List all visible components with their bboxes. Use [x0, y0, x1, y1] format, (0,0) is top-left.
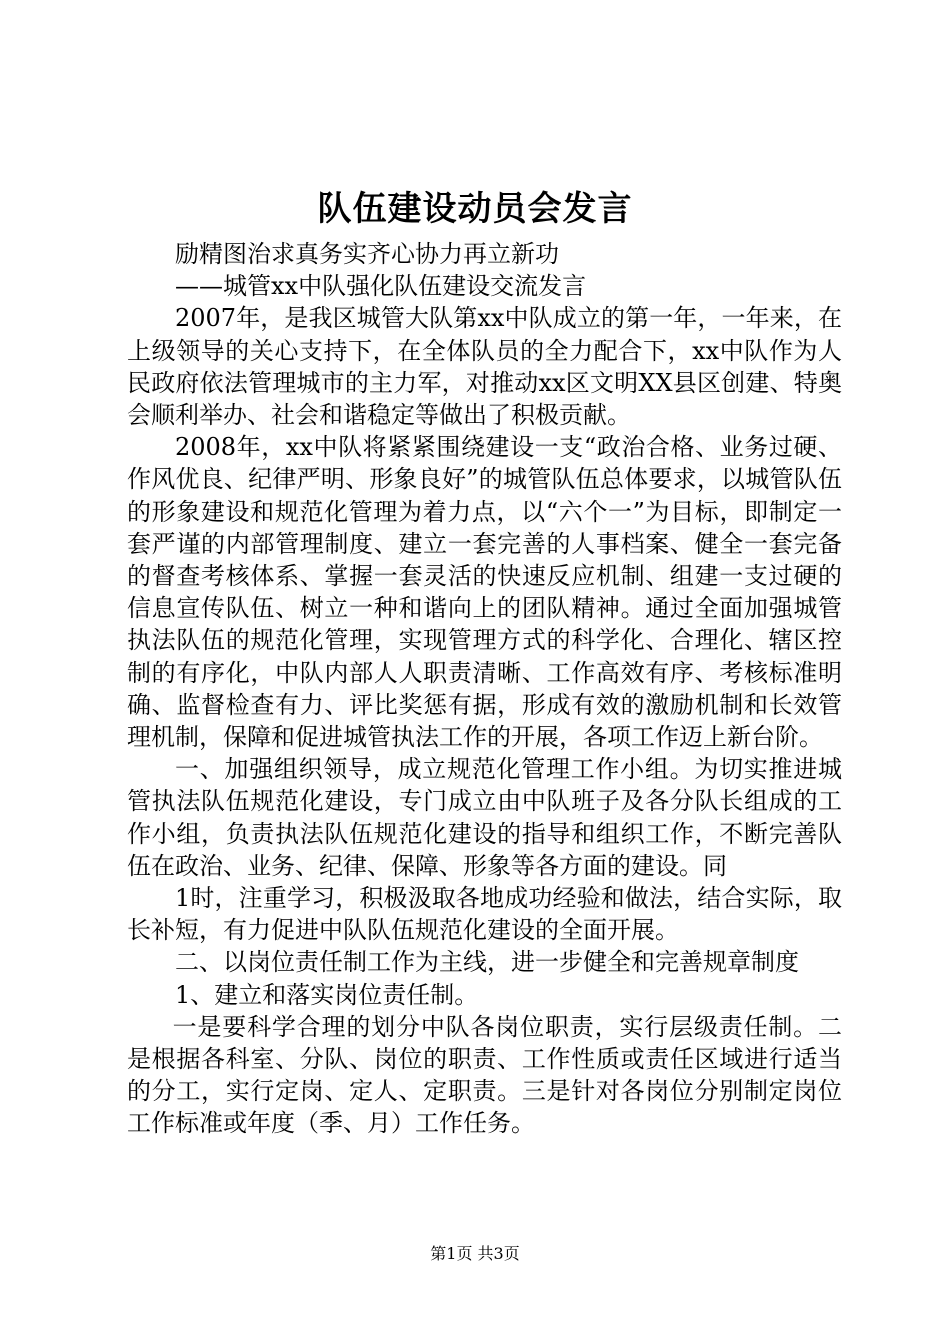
document-body [127, 238, 842, 1140]
document-title: 队伍建设动员会发言 [317, 189, 633, 229]
paragraph-2007: 2007年，是我区城管大队第xx中队成立的第一年，一年来，在上级领导的关心支持下，在全体队员的全力配合下，xx中队作为人民政府依法管理城市的主力军，对推动xx区文明XX县区创建、特奥会顺利举办、社会和谐稳定等做出了积极贡献。 [127, 304, 842, 430]
paragraph-subsection-2-1: 一是要科学合理的划分中队各岗位职责，实行层级责任制。二是根据各科室、分队、岗位的职责、工作性质或责任区域进行适当的分工，实行定岗、定人、定职责。三是针对各岗位分别制定岗位工作标准或年度（季、月）工作任务。 [127, 1012, 842, 1138]
subtitle-line-2: ——城管xx中队强化队伍建设交流发言 [175, 272, 587, 301]
heading-subsection-2-1: 1、建立和落实岗位责任制。 [175, 980, 479, 1009]
subtitle-line-1: 励精图治求真务实齐心协力再立新功 [175, 240, 559, 268]
paragraph-2008: 2008年，xx中队将紧紧围绕建设一支“政治合格、业务过硬、作风优良、纪律严明、形象良好”的城管队伍总体要求，以城管队伍的形象建设和规范化管理为着力点，以“六个一”为目标，即制定一套严谨的内部管理制度、建立一套完善的人事档案、健全一套完备的督查考核体系、掌握一套灵活的快速反应机制、组建一支过硬的信息宣传队伍、树立一种和谐向上的团队精神。通过全面加强城管执法队伍的规范化管理，实现管理方式的科学化、合理化、辖区控制的有序化，中队内部人人职责清晰、工作高效有序、考核标准明确、监督检查有力、评比奖惩有据，形成有效的激励机制和长效管理机制，保障和促进城管执法工作的开展，各项工作迈上新台阶。 [127, 433, 842, 752]
page-number-footer: 第1页 共3页 [430, 1244, 520, 1263]
heading-section-2: 二、以岗位责任制工作为主线，进一步健全和完善规章制度 [175, 948, 799, 977]
paragraph-section-1-cont: 1时，注重学习，积极汲取各地成功经验和做法，结合实际，取长补短，有力促进中队队伍规范化建设的全面开展。 [127, 884, 842, 945]
paragraph-section-1: 一、加强组织领导，成立规范化管理工作小组。为切实推进城管执法队伍规范化建设，专门成立由中队班子及各分队长组成的工作小组，负责执法队伍规范化建设的指导和组织工作，不断完善队伍在政治、业务、纪律、保障、形象等各方面的建设。同 [127, 755, 842, 880]
